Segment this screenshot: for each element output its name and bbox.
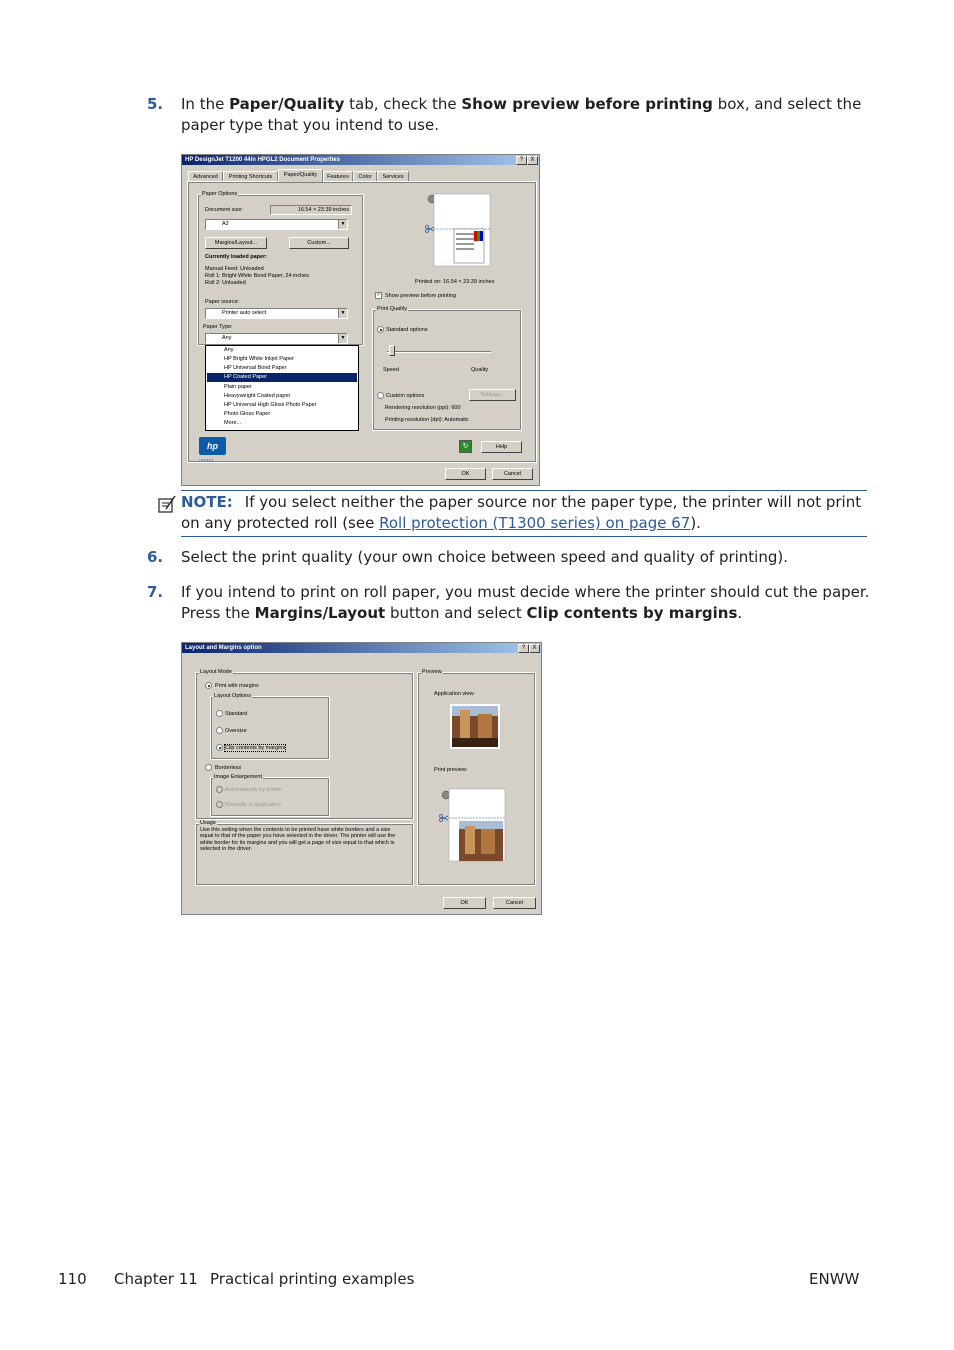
tab-color[interactable]: Color bbox=[353, 171, 377, 181]
list-item[interactable]: More... bbox=[224, 420, 242, 426]
auto-enlarge-radio[interactable] bbox=[216, 786, 223, 793]
show-preview-checkbox[interactable]: ✓ bbox=[376, 292, 381, 298]
custom-options-label: Custom options bbox=[386, 393, 425, 399]
close-title-button[interactable]: X bbox=[529, 644, 540, 653]
application-view-image bbox=[450, 704, 500, 749]
image-enlargement-group bbox=[210, 777, 330, 817]
paper-type-select[interactable] bbox=[205, 333, 348, 344]
scissors-icon bbox=[425, 225, 435, 233]
custom-options-radio[interactable] bbox=[377, 392, 384, 399]
manual-feed-status: Manual Feed: Unloaded bbox=[205, 266, 264, 272]
standard-label: Standard bbox=[225, 711, 248, 717]
chapter-label: Chapter 11 bbox=[114, 1270, 198, 1288]
help-title-button[interactable]: ? bbox=[518, 644, 529, 653]
manual-enlarge-radio[interactable] bbox=[216, 801, 223, 808]
step-number: 5. bbox=[147, 95, 164, 113]
document-size-field: 16.54 × 23.39 inches bbox=[270, 205, 352, 215]
note-box bbox=[181, 490, 867, 537]
list-item[interactable]: Plain paper bbox=[224, 384, 252, 390]
list-item[interactable]: HP Universal High Gloss Photo Paper bbox=[224, 402, 317, 408]
clip-contents-radio[interactable] bbox=[216, 744, 223, 751]
ok-button[interactable]: OK bbox=[443, 897, 486, 909]
dialog-title: HP DesignJet T1200 44in HPGL2 Document Properties bbox=[182, 155, 539, 165]
hp-invent-tagline: i n v e n t bbox=[199, 458, 214, 462]
chevron-down-icon: ▼ bbox=[338, 309, 347, 318]
list-item[interactable]: Photo Gloss Paper bbox=[224, 411, 271, 417]
paper-source-select[interactable] bbox=[205, 308, 348, 319]
scissors-icon bbox=[439, 814, 449, 822]
step-number: 6. bbox=[147, 548, 164, 566]
paper-source-label: Paper source: bbox=[205, 299, 240, 305]
printing-resolution: Printing resolution (dpi): Automatic bbox=[385, 417, 469, 423]
step-text: Select the print quality (your own choice between speed and quality of printing). bbox=[181, 548, 789, 566]
clip-contents-label: Clip contents by margins bbox=[225, 745, 286, 751]
custom-size-button[interactable]: Custom... bbox=[289, 237, 349, 249]
image-enlargement-label: Image Enlargement bbox=[214, 774, 262, 780]
quality-slider-handle[interactable] bbox=[389, 345, 395, 356]
paper-type-list[interactable] bbox=[205, 345, 359, 431]
preview-label: Preview bbox=[422, 669, 442, 675]
dialog-title: Layout and Margins option bbox=[182, 643, 541, 653]
chapter-title: Practical printing examples bbox=[210, 1270, 415, 1288]
layout-mode-label: Layout Mode bbox=[200, 669, 232, 675]
note-icon bbox=[157, 494, 177, 514]
quality-label: Quality bbox=[471, 367, 489, 373]
paper-size-select[interactable] bbox=[205, 219, 348, 230]
print-with-margins-label: Print with margins bbox=[215, 683, 259, 689]
layout-margins-dialog bbox=[181, 642, 542, 915]
list-item[interactable]: HP Bright White Inkjet Paper bbox=[224, 356, 294, 362]
paper-type-label: Paper Type: bbox=[203, 324, 233, 330]
paper-options-label: Paper Options bbox=[202, 191, 238, 197]
oversize-radio[interactable] bbox=[216, 727, 223, 734]
tab-features[interactable]: Features bbox=[323, 171, 353, 181]
print-preview-image bbox=[437, 786, 512, 866]
application-view-label: Application view: bbox=[434, 691, 475, 697]
note-text-1: If you select neither the paper source nor the paper type, the printer will not print on any protected roll (see bbox=[181, 493, 862, 532]
tab-services[interactable]: Services bbox=[377, 171, 409, 181]
manual-enlarge-label: Manually in application bbox=[225, 802, 281, 808]
tab-advanced[interactable]: Advanced bbox=[188, 171, 223, 181]
paper-type-value: Any bbox=[222, 335, 232, 341]
list-item[interactable]: HP Universal Bond Paper bbox=[224, 365, 287, 371]
auto-enlarge-label: Automatically by printer bbox=[225, 787, 283, 793]
step-text: In the Paper/Quality tab, check the Show preview before printing box, and select the paper type that you intend to use. bbox=[181, 95, 862, 134]
layout-options-label: Layout Options bbox=[214, 693, 251, 699]
doc-code: ENWW bbox=[809, 1270, 860, 1288]
oversize-label: Oversize bbox=[225, 728, 247, 734]
close-title-button[interactable]: X bbox=[527, 156, 538, 165]
hp-logo: hp bbox=[199, 437, 226, 455]
standard-options-label: Standard options bbox=[386, 327, 428, 333]
step-text: If you intend to print on roll paper, you must decide where the printer should cut the paper. Press the Margins/Layout button and select Clip contents by margins. bbox=[181, 583, 870, 622]
chevron-down-icon: ▼ bbox=[338, 220, 347, 229]
show-preview-label: Show preview before printing bbox=[385, 293, 456, 299]
refresh-icon[interactable]: ↻ bbox=[459, 440, 472, 453]
roll2-status: Roll 2: Unloaded bbox=[205, 280, 246, 286]
quality-slider-track bbox=[387, 351, 491, 353]
help-title-button[interactable]: ? bbox=[516, 156, 527, 165]
ok-button[interactable]: OK bbox=[445, 468, 486, 480]
roll-protection-link[interactable]: Roll protection (T1300 series) on page 67 bbox=[379, 514, 691, 532]
print-preview-label: Print preview: bbox=[434, 767, 468, 773]
cancel-button[interactable]: Cancel bbox=[492, 468, 533, 480]
usage-label: Usage bbox=[200, 820, 216, 826]
roll1-status: Roll 1: Bright White Bond Paper, 24 inches bbox=[205, 273, 309, 279]
paper-size-value: A2 bbox=[222, 221, 229, 227]
print-with-margins-radio[interactable] bbox=[205, 682, 212, 689]
list-item-selected[interactable]: HP Coated Paper bbox=[207, 373, 357, 382]
note-text-2: ). bbox=[690, 514, 701, 532]
standard-options-radio[interactable] bbox=[377, 326, 384, 333]
cancel-button[interactable]: Cancel bbox=[493, 897, 536, 909]
settings-button[interactable]: Settings... bbox=[469, 389, 516, 401]
rendering-resolution: Rendering resolution (ppi): 600 bbox=[385, 405, 461, 411]
paper-source-value: Printer auto select bbox=[222, 310, 267, 316]
borderless-label: Borderless bbox=[215, 765, 242, 771]
speed-label: Speed bbox=[383, 367, 399, 373]
borderless-radio[interactable] bbox=[205, 764, 212, 771]
print-quality-label: Print Quality bbox=[377, 306, 407, 312]
help-button[interactable]: Help bbox=[481, 441, 522, 453]
list-item[interactable]: Heavyweight Coated paper bbox=[224, 393, 291, 399]
document-size-label: Document size: bbox=[205, 207, 243, 213]
step-number: 7. bbox=[147, 583, 164, 601]
document-properties-dialog bbox=[181, 154, 540, 486]
page-number: 110 bbox=[58, 1270, 87, 1288]
margins-layout-button[interactable]: Margins/Layout... bbox=[205, 237, 267, 249]
currently-loaded-label: Currently loaded paper: bbox=[205, 254, 268, 260]
tab-printing-shortcuts[interactable]: Printing Shortcuts bbox=[223, 171, 278, 181]
usage-text: Use this setting when the contents to be printed have white borders and a size equal to that of the paper you have selected in the driver. The printer will use the white border for its margins and you will get a page of size equal to that which is selected in the driver. bbox=[200, 827, 396, 852]
note-label: NOTE: bbox=[181, 493, 233, 511]
standard-radio[interactable] bbox=[216, 710, 223, 717]
printed-on-text: Printed on: 16.54 × 23.39 inches bbox=[415, 279, 495, 285]
tab-paper-quality[interactable]: Paper/Quality bbox=[278, 169, 323, 182]
chevron-down-icon: ▼ bbox=[338, 334, 347, 343]
list-item[interactable]: Any bbox=[224, 347, 234, 353]
